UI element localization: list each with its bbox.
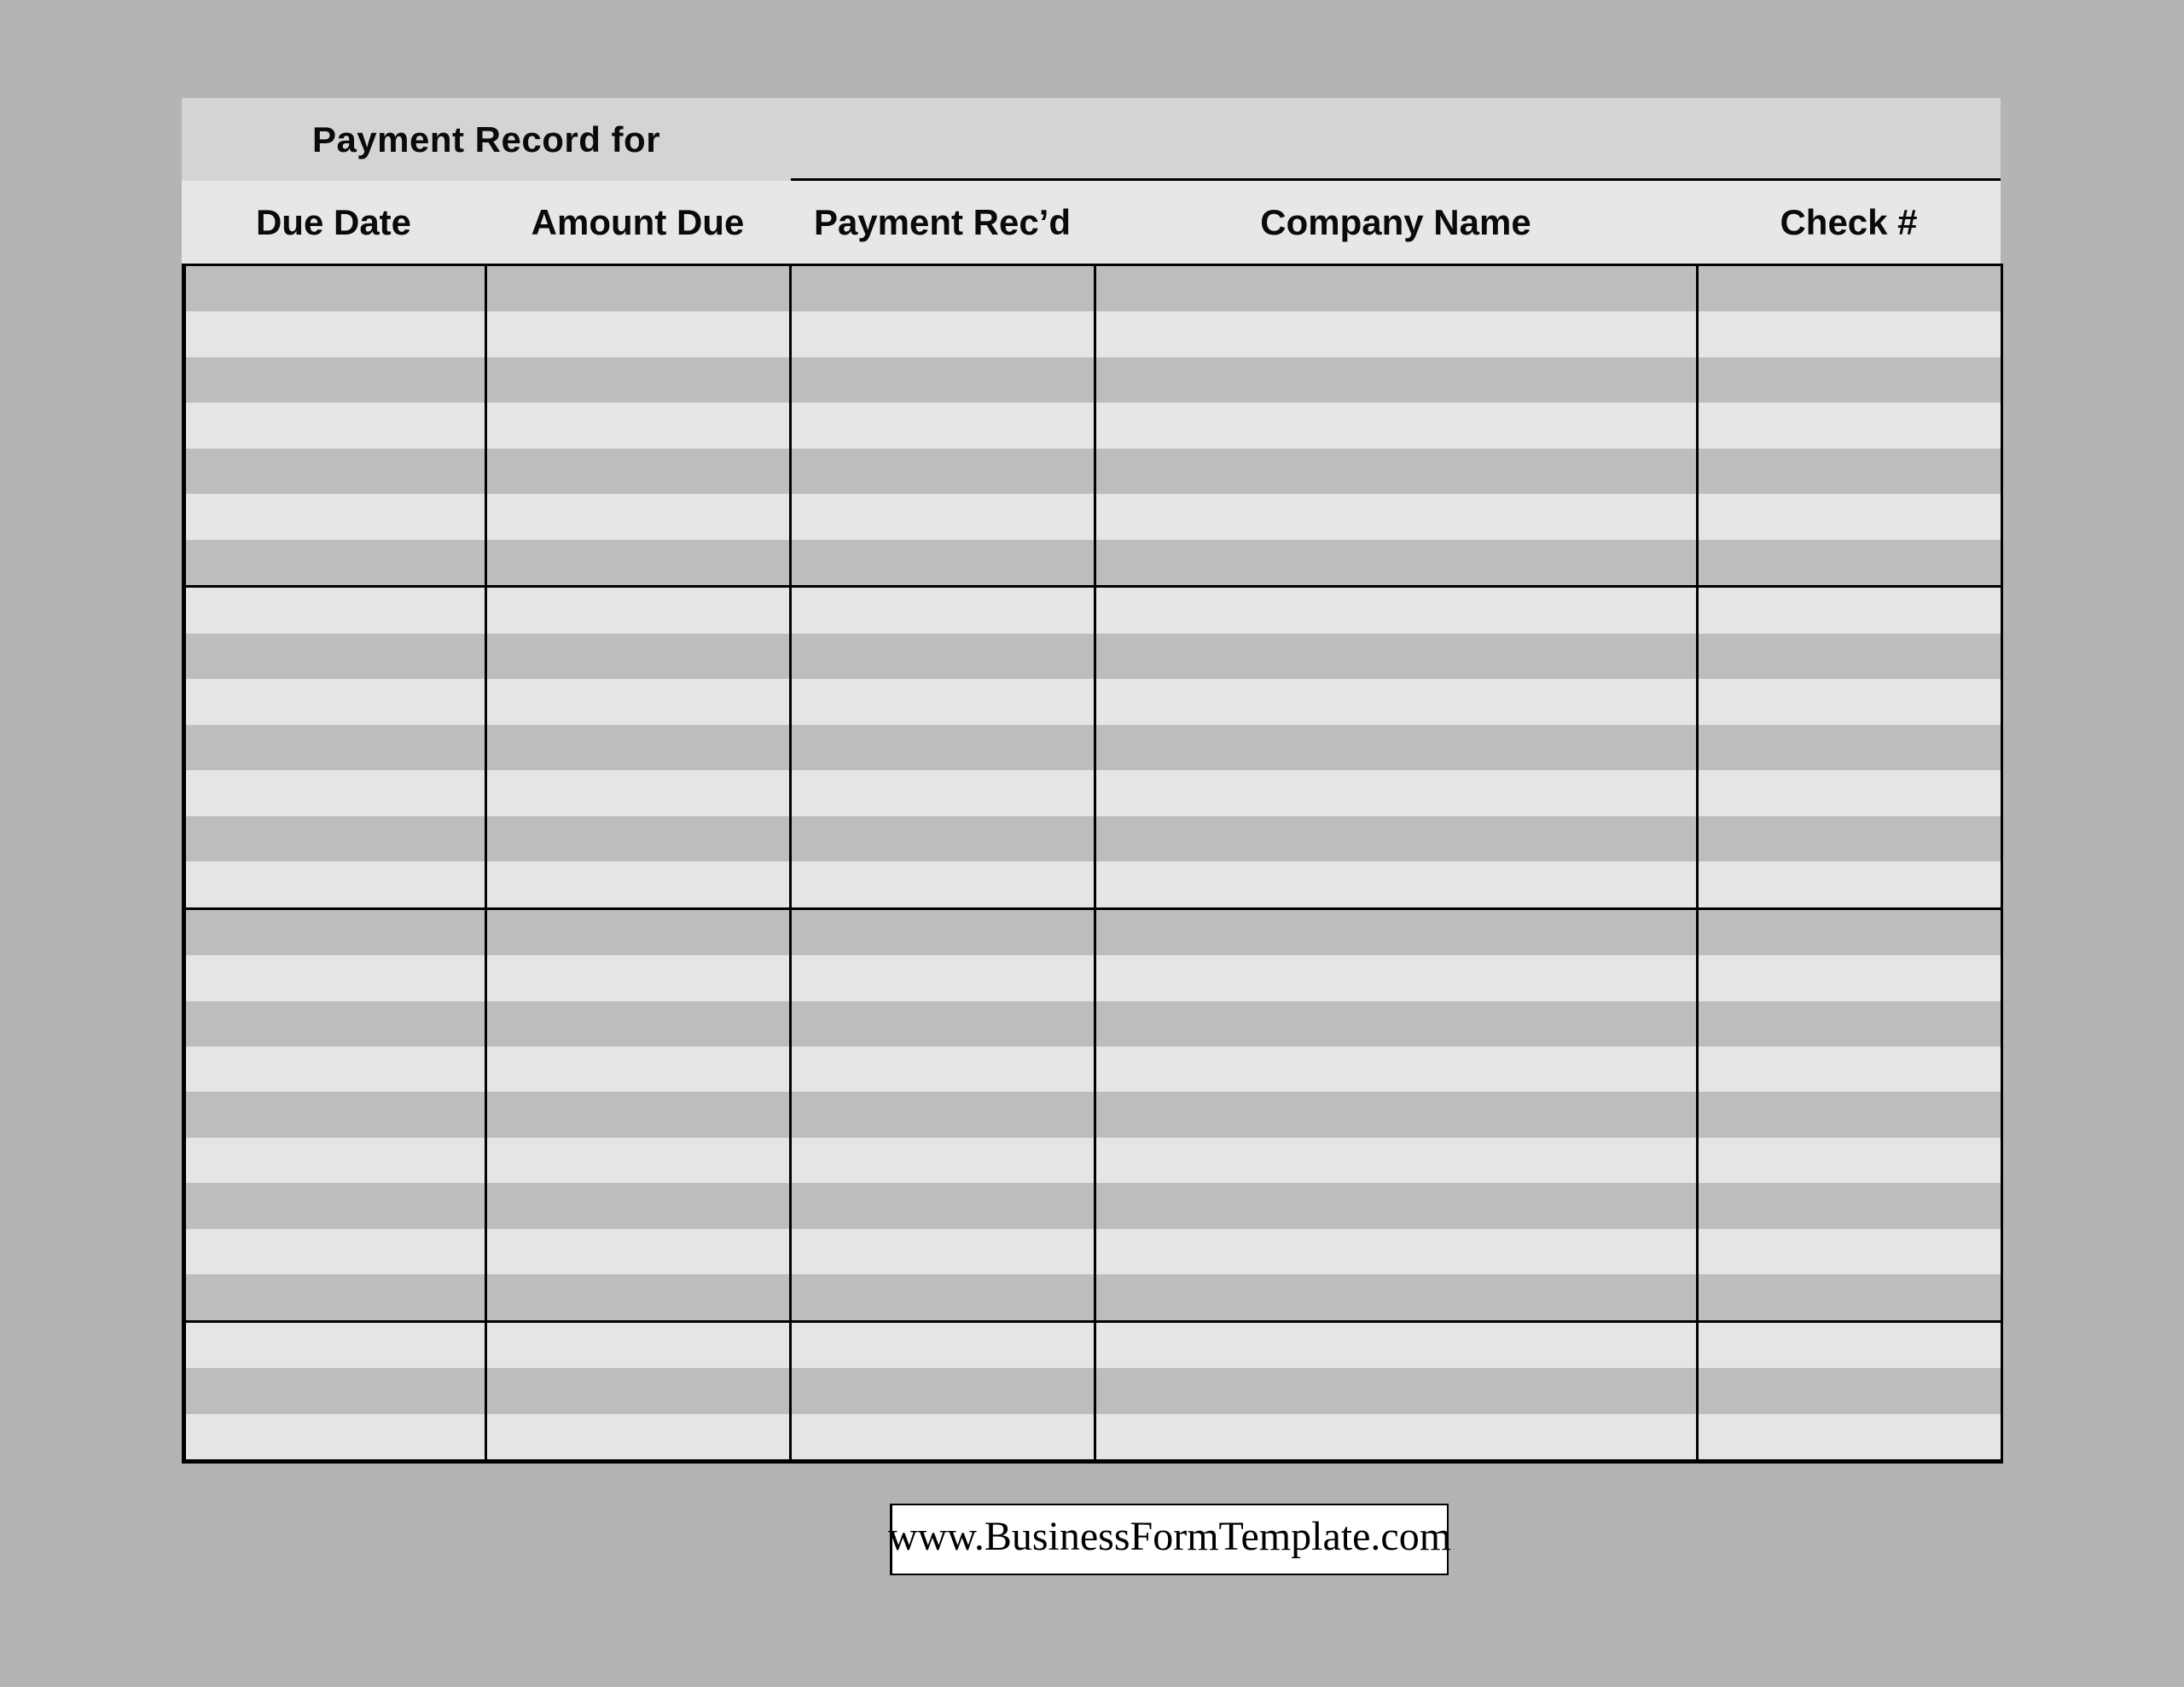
column-separator-4 [1696, 266, 1699, 1459]
title-cell [182, 98, 791, 181]
title-fill-in-line [791, 98, 2001, 181]
footer-website-text: www.BusinessFormTemplate.com [887, 1513, 1452, 1559]
column-header-company-name: Company Name [1260, 201, 1531, 242]
title-band [182, 98, 2001, 181]
column-header-due-date: Due Date [255, 201, 412, 242]
column-separator-3 [1094, 266, 1096, 1459]
footer-box [887, 1504, 1452, 1575]
column-header-check-number: Check # [1780, 201, 1918, 242]
column-header-payment-recd: Payment Rec’d [813, 201, 1072, 242]
table-body [182, 264, 2003, 1464]
form-title: Payment Record for [311, 119, 661, 159]
column-header-amount-due: Amount Due [531, 201, 745, 242]
column-header-row [182, 181, 2001, 264]
column-separator-1 [485, 266, 487, 1459]
table-body-rows [186, 266, 2001, 1459]
column-separator-2 [789, 266, 792, 1459]
